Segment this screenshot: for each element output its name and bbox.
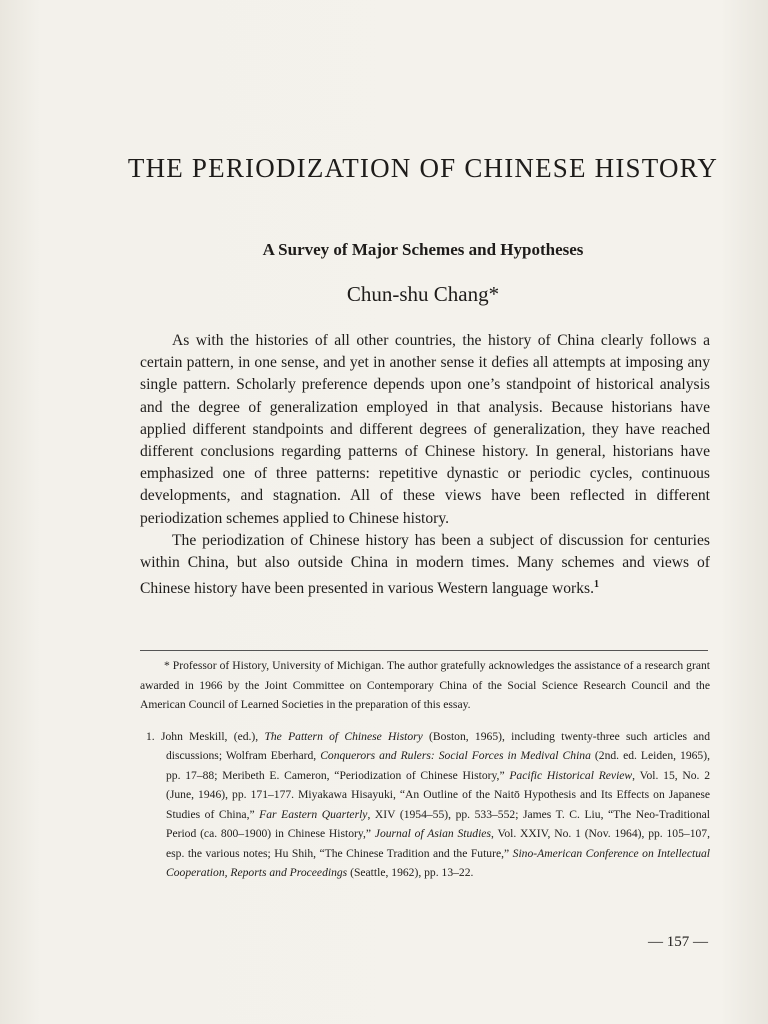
footnote-1-text: (Seattle, 1962), pp. 13–22. (347, 866, 474, 879)
article-author: Chun-shu Chang* (346, 282, 500, 306)
body-paragraph-1: As with the histories of all other countries, the history of China clearly follows a certain pattern, in one sense, and yet in another sense it defies all attempts at imposing any single pattern. Scholarly preference depends upon one’s standpoint of historical analysis and the degree of generalization employed in that analysis. Because historians have applied different standpoints and different degrees of generalization, they have reached different conclusions regarding patterns of Chinese history. In general, historians have emphasized one of three patterns: repetitive dynastic or periodic cycles, continuous developments, and stagnation. All of these views have been reflected in different periodization schemes applied to Chinese history. (140, 332, 710, 527)
footnote-1-title: Pacific Historical Review (509, 768, 633, 782)
body-paragraph-2 (140, 530, 710, 601)
footnote-1-number: 1. (146, 729, 155, 743)
footnote-1-text: John Meskill, (ed.), (160, 729, 265, 743)
footnote-ref-1[interactable]: 1 (594, 579, 600, 591)
article-title: THE PERIODIZATION OF CHINESE HISTORY (127, 153, 719, 183)
footnote-1-text: , XIV (1954–55), pp. 533–552; James T. C. Liu, “The Neo-Traditional Period (ca. 800–1900) in Chinese History,” (166, 807, 711, 840)
footnote-1-title: Far Eastern Quarterly (259, 807, 368, 821)
footnote-1-text: (2nd. ed. Leiden, 1965), pp. 17–88; Meribeth E. Cameron, “Periodization of Chinese History,” (166, 749, 710, 782)
article-subtitle: A Survey of Major Schemes and Hypotheses (262, 240, 584, 259)
footnote-divider (140, 650, 708, 651)
footnote-1-text: (Boston, 1965), including twenty-three such articles and discussions; Wolfram Eberhard, (166, 729, 711, 762)
footnote-1-title: Sino-American Conference on Intellectual Cooperation, Reports and Proceedings (166, 846, 711, 879)
footnotes (140, 656, 710, 883)
footnote-1-title: Journal of Asian Studies (374, 827, 491, 840)
page-number: — 157 — (648, 934, 708, 950)
footnote-1-text: , Vol. XXIV, No. 1 (Nov. 1964), pp. 105–107, esp. the various notes; Hu Shih, “The Chinese Tradition and the Future,” (166, 827, 710, 860)
footnote-1 (140, 727, 710, 883)
article-body (140, 330, 710, 601)
footnote-author: * Professor of History, University of Michigan. The author gratefully acknowledges the assistance of a research grant awarded in 1966 by the Joint Committee on Contemporary China of the Social Science Research Council and the American Council of Learned Societies in the preparation of this essay. (140, 659, 710, 711)
footnote-1-text: , Vol. 15, No. 2 (June, 1946), pp. 171–177. Miyakawa Hisayuki, “An Outline of the Naitō Hypothesis and Its Effects on Japanese Studies of China,” (166, 768, 711, 821)
footnote-1-title: The Pattern of Chinese History (264, 729, 423, 743)
body-paragraph-2-text: The periodization of Chinese history has been a subject of discussion for centuries within China, but also outside China in modern times. Many schemes and views of Chinese history have been presented in various Western language works. (140, 531, 710, 598)
footnote-1-title: Conquerors and Rulers: Social Forces in Medival China (320, 749, 591, 762)
